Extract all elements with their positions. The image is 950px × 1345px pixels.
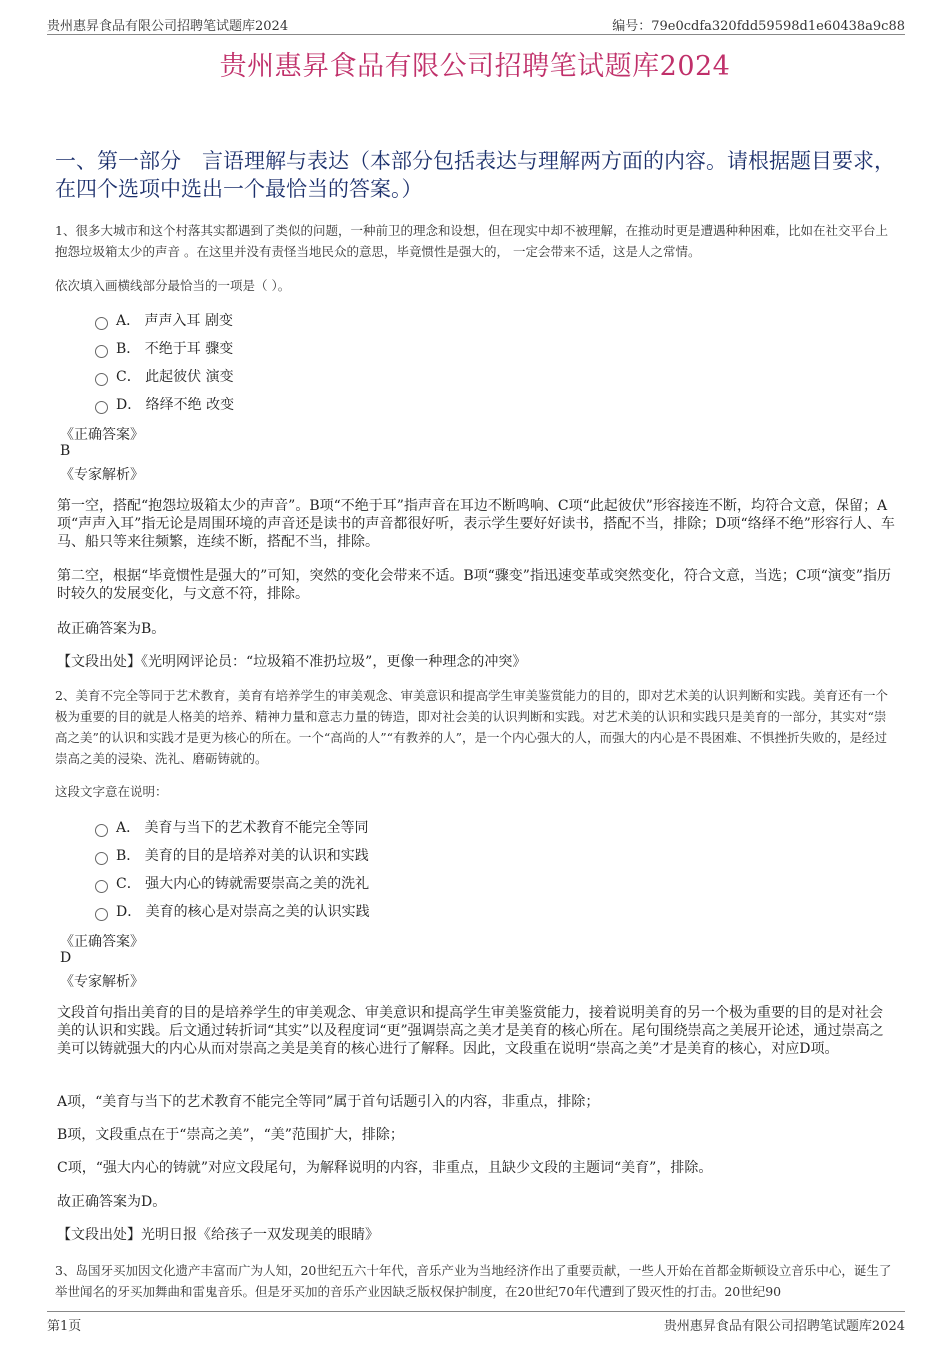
question-2-stem: 这段文字意在说明： bbox=[55, 784, 168, 799]
q2-analysis-label: 《专家解析》 bbox=[60, 974, 144, 990]
radio-icon[interactable] bbox=[95, 908, 108, 921]
radio-icon[interactable] bbox=[95, 824, 108, 837]
q2-option-c-label: C． 强大内心的铸就需要崇高之美的洗礼 bbox=[116, 876, 370, 892]
radio-icon[interactable] bbox=[95, 401, 108, 414]
q2-option-b-label: B． 美育的目的是培养对美的认识和实践 bbox=[116, 848, 369, 864]
q2-analysis-b: B项，文段重点在于“崇高之美”，“美”范围扩大，排除； bbox=[57, 1127, 404, 1143]
q2-analysis-c: C项，“强大内心的铸就”对应文段尾句，为解释说明的内容，非重点，且缺少文段的主题词“美育”，排除。 bbox=[57, 1160, 713, 1176]
question-3-text: 3、岛国牙买加因文化遗产丰富而广为人知，20世纪五六十年代，音乐产业为当地经济作出了重要贡献，一些人开始在首都金斯顿设立音乐中心，诞生了举世闻名的牙买加舞曲和雷鬼音乐。但是牙买加的音乐产业因缺乏版权保护制度，在20世纪70年代遭到了毁灭性的打击。20世纪90 bbox=[55, 1263, 892, 1299]
q2-option-d[interactable] bbox=[95, 901, 370, 921]
question-1-stem: 依次填入画横线部分最恰当的一项是（ ）。 bbox=[55, 278, 291, 293]
q1-analysis-p2: 第二空，根据“毕竟惯性是强大的”可知，突然的变化会带来不适。B项“骤变”指迅速变革或突然变化，符合文意，当选；C项“演变”指历时较久的发展变化，与文意不符，排除。 bbox=[57, 568, 891, 602]
page-title: 贵州惠昇食品有限公司招聘笔试题库2024 bbox=[219, 51, 731, 82]
q1-option-c-label: C． 此起彼伏 演变 bbox=[116, 369, 234, 385]
q1-analysis-p1: 第一空，搭配“抱怨垃圾箱太少的声音”。B项“不绝于耳”指声音在耳边不断鸣响、C项“此起彼伏”形容接连不断，均符合文意，保留；A项“声声入耳”指无论是周围环境的声音还是读书的声音都很好听，表示学生要好好读书，搭配不当，排除；D项“络绎不绝”形容行人、车马、船只等来往频繁，连续不断，搭配不当，排除。 bbox=[57, 498, 895, 550]
header-doc-id: 编号：79e0cdfa320fdd59598d1e60438a9c88 bbox=[612, 19, 905, 34]
q1-option-b-label: B． 不绝于耳 骤变 bbox=[116, 341, 234, 357]
radio-icon[interactable] bbox=[95, 345, 108, 358]
q2-option-a-label: A． 美育与当下的艺术教育不能完全等同 bbox=[116, 820, 369, 836]
radio-icon[interactable] bbox=[95, 880, 108, 893]
q1-option-b[interactable] bbox=[95, 338, 233, 358]
page-number: 第1页 bbox=[47, 1319, 82, 1334]
q1-answer-label: 《正确答案》 bbox=[60, 427, 144, 443]
footer-doc-title: 贵州惠昇食品有限公司招聘笔试题库2024 bbox=[663, 1319, 905, 1334]
q2-source: 【文段出处】光明日报《给孩子一双发现美的眼睛》 bbox=[57, 1227, 379, 1243]
header-doc-title: 贵州惠昇食品有限公司招聘笔试题库2024 bbox=[47, 19, 289, 34]
q2-option-b[interactable] bbox=[95, 845, 369, 865]
q2-analysis-conclusion: 故正确答案为D。 bbox=[57, 1194, 167, 1210]
q2-analysis-p1: 文段首句指出美育的目的是培养学生的审美观念、审美意识和提高学生审美鉴赏能力，接着说明美育的另一个极为重要的目的是对社会美的认识和实践。后文通过转折词“其实”以及程度词“更”强调崇高之美才是美育的核心所在。尾句围绕崇高之美展开论述，通过崇高之美可以铸就强大的内心从而对崇高之美是美育的核心进行了解释。因此，文段重在说明“崇高之美”才是美育的核心，对应D项。 bbox=[57, 1005, 884, 1057]
q1-answer: B bbox=[60, 443, 71, 459]
radio-icon[interactable] bbox=[95, 852, 108, 865]
q1-option-d[interactable] bbox=[95, 394, 234, 414]
q2-option-a[interactable] bbox=[95, 817, 369, 837]
q1-analysis-conclusion: 故正确答案为B。 bbox=[57, 621, 166, 637]
page-footer bbox=[47, 1311, 905, 1332]
q1-option-a[interactable] bbox=[95, 310, 233, 330]
q1-source: 【文段出处】《光明网评论员：“垃圾箱不准扔垃圾”，更像一种理念的冲突》 bbox=[57, 654, 527, 670]
q2-answer-label: 《正确答案》 bbox=[60, 934, 144, 950]
q2-option-d-label: D． 美育的核心是对崇高之美的认识实践 bbox=[116, 904, 370, 920]
q2-option-c[interactable] bbox=[95, 873, 369, 893]
q1-option-c[interactable] bbox=[95, 366, 234, 386]
q2-analysis-a: A项，“美育与当下的艺术教育不能完全等同”属于首句话题引入的内容，非重点，排除； bbox=[57, 1094, 600, 1110]
radio-icon[interactable] bbox=[95, 373, 108, 386]
q1-analysis-label: 《专家解析》 bbox=[60, 467, 144, 483]
section-heading: 一、第一部分 言语理解与表达（本部分包括表达与理解两方面的内容。请根据题目要求，在四个选项中选出一个最恰当的答案。） bbox=[55, 149, 895, 201]
question-1-text: 1、很多大城市和这个村落其实都遇到了类似的问题，一种前卫的理念和设想，但在现实中却不被理解，在推动时更是遭遇种种困难，比如在社交平台上抱怨垃圾箱太少的声音 。在这里并没有责怪当地民众的意思，毕竟惯性是强大的， 一定会带来不适，这是人之常情。 bbox=[55, 223, 888, 259]
page-header bbox=[47, 14, 905, 35]
question-2-text: 2、美育不完全等同于艺术教育，美育有培养学生的审美观念、审美意识和提高学生审美鉴赏能力的目的，即对艺术美的认识判断和实践。美育还有一个极为重要的目的就是人格美的培养、精神力量和意志力量的铸造，即对社会美的认识判断和实践。对艺术美的认识和实践只是美育的一部分，其实对“崇高之美”的认识和实践才是更为核心的所在。一个“高尚的人”“有教养的人”，是一个内心强大的人，而强大的内心是不畏困难、不惧挫折失败的，是经过崇高之美的浸染、洗礼、磨砺铸就的。 bbox=[55, 688, 888, 766]
q2-answer: D bbox=[60, 950, 72, 966]
q1-option-d-label: D． 络绎不绝 改变 bbox=[116, 397, 235, 413]
q1-option-a-label: A． 声声入耳 剧变 bbox=[116, 313, 234, 329]
radio-icon[interactable] bbox=[95, 317, 108, 330]
